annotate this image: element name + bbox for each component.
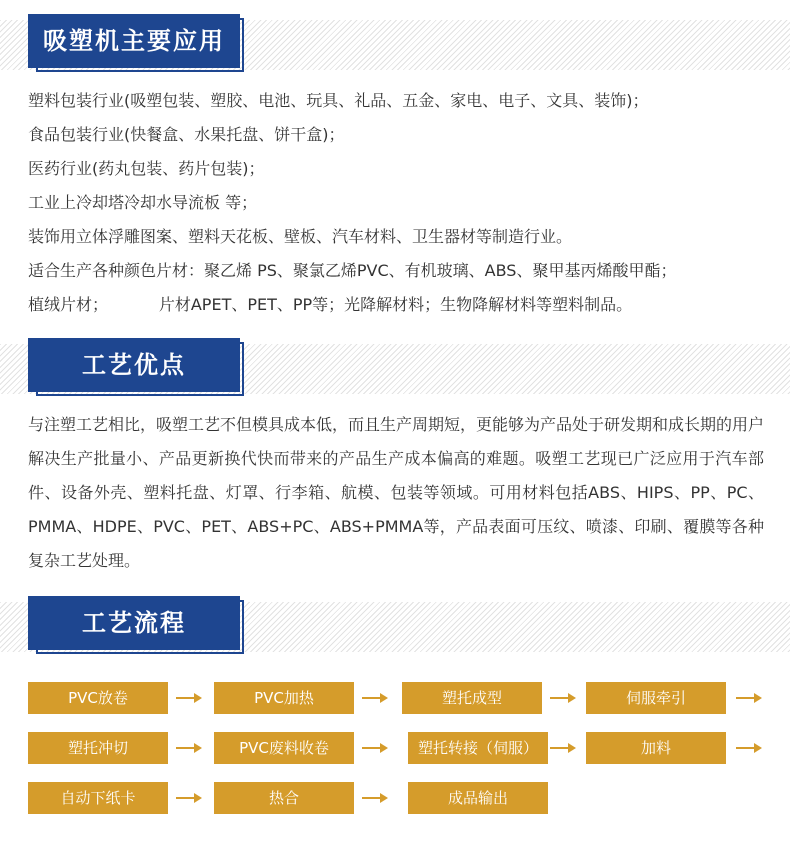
process-step: 成品输出 [408, 782, 548, 814]
arrow-right-icon [550, 742, 576, 754]
arrow-right-icon [176, 692, 202, 704]
process-step: PVC加热 [214, 682, 354, 714]
application-line: 食品包装行业(快餐盒、水果托盘、饼干盒)； [28, 125, 345, 144]
process-step: 塑托冲切 [28, 732, 168, 764]
section-title: 吸塑机主要应用 [28, 14, 240, 68]
application-line: 装饰用立体浮雕图案、塑料天花板、壁板、汽车材料、卫生器材等制造行业。 [28, 227, 573, 246]
process-step: 塑托转接（伺服） [408, 732, 548, 764]
section-header-process [0, 596, 790, 658]
section-title: 工艺流程 [28, 596, 240, 650]
section-title: 工艺优点 [28, 338, 240, 392]
process-step: 加料 [586, 732, 726, 764]
arrow-right-icon [176, 742, 202, 754]
advantages-paragraph: 与注塑工艺相比，吸塑工艺不但模具成本低，而且生产周期短，更能够为产品处于研发期和成长期的用户解决生产批量小、产品更新换代快而带来的产品生产成本偏高的难题。吸塑工艺现已广泛应用于汽车部件、设备外壳、塑料托盘、灯罩、行李箱、航模、包装等领域。可用材料包括ABS、HIPS、PP、PC、PMMA、HDPE、PVC、PET、ABS+PC、ABS+PMMA等，产品表面可压纹、喷漆、印刷、覆膜等各种复杂工艺处理。 [28, 415, 765, 570]
process-step: 热合 [214, 782, 354, 814]
application-line: 适合生产各种颜色片材：聚乙烯 PS、聚氯乙烯PVC、有机玻璃、ABS、聚甲基丙烯酸甲酯； [28, 261, 677, 280]
arrow-right-icon [362, 792, 388, 804]
arrow-right-icon [736, 692, 762, 704]
process-step: PVC废料收卷 [214, 732, 354, 764]
arrow-right-icon [362, 742, 388, 754]
arrow-right-icon [176, 792, 202, 804]
process-step: PVC放卷 [28, 682, 168, 714]
application-line: 植绒片材； 片材APET、PET、PP等；光降解材料；生物降解材料等塑料制品。 [28, 295, 633, 314]
arrow-right-icon [362, 692, 388, 704]
application-line: 医药行业(药丸包装、药片包装)； [28, 159, 265, 178]
process-step: 自动下纸卡 [28, 782, 168, 814]
arrow-right-icon [736, 742, 762, 754]
application-line: 工业上冷却塔冷却水导流板 等； [28, 193, 258, 212]
section-header-advantages [0, 338, 790, 400]
section-header-applications [0, 14, 790, 76]
application-line: 塑料包装行业(吸塑包装、塑胶、电池、玩具、礼品、五金、家电、电子、文具、装饰)； [28, 91, 649, 110]
arrow-right-icon [550, 692, 576, 704]
applications-list [28, 84, 768, 322]
process-step: 塑托成型 [402, 682, 542, 714]
process-step: 伺服牵引 [586, 682, 726, 714]
